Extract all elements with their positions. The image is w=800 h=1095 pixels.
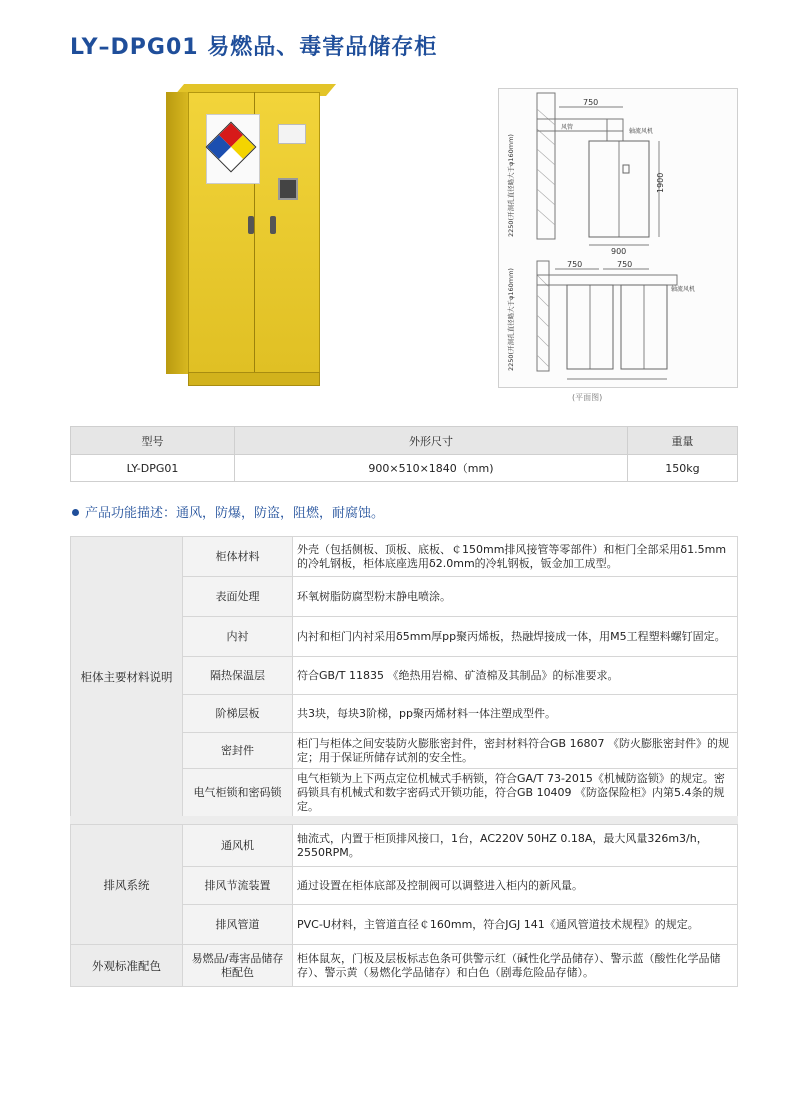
spec-size: 900×510×1840（mm) (235, 455, 628, 482)
appearance-group: 外观标准配色 (71, 945, 183, 987)
table-row (71, 455, 738, 482)
wall-column-bottom (537, 261, 549, 371)
row-label: 排风节流装置 (183, 867, 293, 905)
section-title-text: 产品功能描述：通风，防爆，防盗，阻燃，耐腐蚀。 (85, 506, 385, 521)
wall-hatch-top (537, 109, 555, 225)
row-label: 易燃品/毒害品储存柜配色 (183, 945, 293, 987)
row-content: 通过设置在柜体底部及控制阀可以调整进入柜内的新风量。 (293, 867, 738, 905)
row-content: PVC-U材料，主管道直径￠160mm，符合JGJ 141《通风管道技术规程》的规定。 (293, 905, 738, 945)
section-title (72, 502, 384, 521)
materials-table (70, 536, 738, 818)
spec-header-model: 型号 (71, 427, 235, 455)
row-content: 符合GB/T 11835 《绝热用岩棉、矿渣棉及其制品》的标准要求。 (293, 657, 738, 695)
row-content: 外壳（包括侧板、顶板、底板、￠150mm排风接管等零部件）和柜门全部采用δ1.5mm的冷轧钢板，柜体底座选用δ2.0mm的冷轧钢板，钣金加工成型。 (293, 537, 738, 577)
info-label (278, 124, 306, 144)
hazard-warning-label (206, 114, 260, 184)
fan-label-b: 轴流风机 (671, 286, 696, 293)
exhaust-table (70, 824, 738, 987)
duct-elbow-top (607, 119, 623, 141)
cabinet-illustration (166, 84, 326, 390)
diagram-caption: (平面图) (572, 393, 603, 402)
row-content: 共3块，每块3阶梯，pp聚丙烯材料一体注塑成型件。 (293, 695, 738, 733)
table-spacer (70, 816, 738, 824)
dim-900: 900 (611, 247, 627, 256)
row-label: 密封件 (183, 733, 293, 769)
door-handle-left (248, 216, 254, 234)
bullet-icon (72, 509, 79, 516)
row-label: 表面处理 (183, 577, 293, 617)
row-content: 内衬和柜门内衬采用δ5mm厚pp聚丙烯板，热融焊接成一体，用M5工程塑料螺钉固定。 (293, 617, 738, 657)
row-content: 环氧树脂防腐型粉末静电喷涂。 (293, 577, 738, 617)
spec-header-weight: 重量 (627, 427, 737, 455)
table-row (71, 945, 738, 987)
row-content: 柜门与柜体之间安装防火膨胀密封件，密封材料符合GB 16807 《防火膨胀密封件》的规定；用于保证所储存试剂的安全性。 (293, 733, 738, 769)
row-label: 隔热保温层 (183, 657, 293, 695)
hazard-diamond-icon (206, 122, 257, 173)
page-title: LY–DPG01 易燃品、毒害品储存柜 (70, 35, 438, 60)
keypad-lock-icon (278, 178, 298, 200)
dim-750-b: 750 (567, 260, 583, 269)
row-label: 内衬 (183, 617, 293, 657)
duct-bottom (537, 275, 677, 285)
dim-750-a: 750 (583, 98, 599, 107)
installation-diagram (498, 88, 738, 388)
table-row (71, 825, 738, 867)
installation-diagram-svg (499, 89, 739, 389)
dim-1900: 1900 (656, 172, 665, 193)
spec-weight: 150kg (627, 455, 737, 482)
fan-label-a: 轴流风机 (629, 128, 654, 135)
row-label: 电气柜锁和密码锁 (183, 769, 293, 818)
row-label: 阶梯层板 (183, 695, 293, 733)
exhaust-group: 排风系统 (71, 825, 183, 945)
spec-header-size: 外形尺寸 (235, 427, 628, 455)
spec-table (70, 426, 738, 482)
materials-group: 柜体主要材料说明 (71, 537, 183, 818)
row-content: 柜体鼠灰，门板及层板标志色条可供警示红（碱性化学品储存）、警示蓝（酸性化学品储存）、警示黄（易燃化学品储存）和白色（剧毒危险品存储）。 (293, 945, 738, 987)
row-label: 排风管道 (183, 905, 293, 945)
cabinet-base (188, 372, 320, 386)
spec-model: LY-DPG01 (71, 455, 235, 482)
dim-750-c: 750 (617, 260, 633, 269)
duct-label: 风管 (561, 124, 574, 131)
door-handle-right (270, 216, 276, 234)
row-content: 电气柜锁为上下两点定位机械式手柄锁，符合GA/T 73-2015《机械防盗锁》的规定。密码锁具有机械式和数字密码式开锁功能，符合GB 10409 《防盗保险柜》内第5.4条的规定。 (293, 769, 738, 818)
row-label: 通风机 (183, 825, 293, 867)
row-content: 轴流式，内置于柜顶排风接口，1台，AC220V 50HZ 0.18A，最大风量326m3/h，2550RPM。 (293, 825, 738, 867)
row-label: 柜体材料 (183, 537, 293, 577)
vertical-label-b: 2250(开洞孔直径略大于φ160mm) (507, 268, 515, 371)
vertical-label-a: 2250(开洞孔直径略大于φ160mm) (507, 134, 515, 237)
cabinet-side (166, 92, 188, 374)
table-row (71, 537, 738, 577)
